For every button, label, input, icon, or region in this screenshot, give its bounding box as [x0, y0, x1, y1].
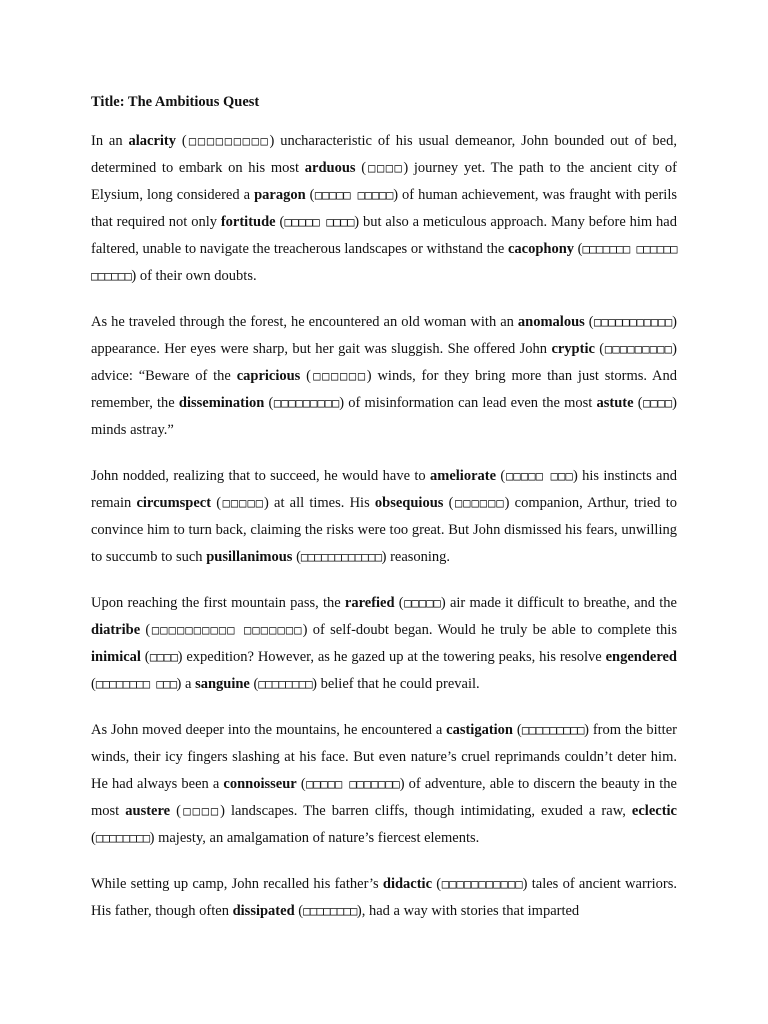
- document-body: [91, 128, 677, 925]
- text-run: ) minds astray.”: [91, 395, 677, 438]
- gloss-placeholder: □□□□□□□□: [258, 677, 313, 691]
- text-run: As he traveled through the forest, he encountered an old woman with an: [91, 314, 518, 330]
- gloss-placeholder: □□□□□□□□: [95, 831, 150, 845]
- text-run: ), had a way with stories that imparted: [356, 903, 580, 919]
- text-run: (: [264, 395, 274, 411]
- vocab-word: cacophony: [507, 241, 575, 257]
- text-run: ) of misinformation can lead even the most: [339, 395, 597, 411]
- gloss-placeholder: □□□□□: [403, 596, 441, 610]
- vocab-word: capricious: [236, 368, 301, 384]
- paragraph: [91, 309, 677, 444]
- text-run: ) of their own doubts.: [131, 268, 257, 284]
- text-run: ) at all times. His: [264, 495, 375, 511]
- gloss-placeholder: □□□□□ □□□□□: [314, 188, 394, 202]
- text-run: ) a: [176, 676, 196, 692]
- text-run: ) expedition? However, as he gazed up at the towering peaks, his resolve: [177, 649, 606, 665]
- text-run: (: [496, 468, 506, 484]
- gloss-placeholder: □□□□□□: [453, 496, 505, 510]
- text-run: (: [296, 776, 306, 792]
- text-run: (: [170, 803, 181, 819]
- vocab-word: inimical: [91, 649, 141, 665]
- text-run: ) but also a meticulous approach. Many before him had faltered, unable to navigate the treacherous landscapes or withstand the: [91, 214, 677, 257]
- gloss-placeholder: □□□□□: [221, 496, 265, 510]
- vocab-word: alacrity: [128, 133, 176, 149]
- vocab-word: didactic: [382, 876, 433, 892]
- text-run: (: [443, 495, 454, 511]
- text-run: ) advice: “Beware of the: [91, 341, 677, 384]
- gloss-placeholder: □□□□□□□□□□ □□□□□□□: [150, 623, 303, 637]
- vocab-word: dissemination: [178, 395, 265, 411]
- vocab-word: castigation: [446, 722, 513, 738]
- vocab-word: obsequious: [374, 495, 444, 511]
- gloss-placeholder: □□□□: [181, 804, 221, 818]
- paragraph: [91, 717, 677, 852]
- vocab-word: austere: [125, 803, 171, 819]
- gloss-placeholder: □□□□□□□□ □□□: [95, 677, 177, 691]
- gloss-placeholder: □□□□: [149, 650, 178, 664]
- text-run: (: [574, 241, 583, 257]
- text-run: (: [432, 876, 442, 892]
- text-run: ) journey yet. The path to the ancient city of Elysium, long considered a: [91, 160, 677, 203]
- vocab-word: ameliorate: [430, 468, 497, 484]
- text-run: As John moved deeper into the mountains, he encountered a: [91, 722, 447, 738]
- text-run: ) reasoning.: [381, 549, 451, 565]
- gloss-placeholder: □□□□□□□□□: [521, 723, 585, 737]
- vocab-word: dissipated: [232, 903, 295, 919]
- text-run: ) tales of ancient warriors. His father, though often: [91, 876, 677, 919]
- vocab-word: cryptic: [551, 341, 595, 357]
- vocab-word: engendered: [605, 649, 677, 665]
- gloss-placeholder: □□□□□□□□□□□□: [300, 550, 382, 564]
- text-run: (: [633, 395, 643, 411]
- paragraph: [91, 871, 677, 925]
- text-run: ) companion, Arthur, tried to convince him to turn back, claiming the risks were too great. But John dismissed his fears, unwilling to succumb to such: [91, 495, 677, 565]
- text-run: (: [275, 214, 285, 230]
- text-run: In an: [91, 133, 129, 149]
- gloss-placeholder: □□□□□ □□□□: [284, 215, 355, 229]
- text-run: (: [211, 495, 222, 511]
- gloss-placeholder: □□□□□□□□□: [273, 396, 340, 410]
- paragraph: [91, 463, 677, 571]
- text-run: ) of self-doubt began. Would he truly be able to complete this: [302, 622, 677, 638]
- vocab-word: circumspect: [136, 495, 212, 511]
- text-run: (: [176, 133, 187, 149]
- text-run: (: [140, 649, 150, 665]
- vocab-word: eclectic: [631, 803, 677, 819]
- document-page: [91, 92, 677, 944]
- vocab-word: anomalous: [517, 314, 585, 330]
- text-run: ) majesty, an amalgamation of nature’s fiercest elements.: [149, 830, 480, 846]
- text-run: ) belief that he could prevail.: [312, 676, 480, 692]
- text-run: Upon reaching the first mountain pass, the: [91, 595, 345, 611]
- gloss-placeholder: □□□□□□□□□□□: [441, 877, 523, 891]
- vocab-word: arduous: [304, 160, 356, 176]
- text-run: ) his instincts and remain: [91, 468, 677, 511]
- vocab-word: connoisseur: [223, 776, 297, 792]
- gloss-placeholder: □□□□□ □□□: [505, 469, 573, 483]
- text-run: (: [300, 368, 311, 384]
- text-run: While setting up camp, John recalled his father’s: [91, 876, 383, 892]
- text-run: ) of adventure, able to discern the beauty in the most: [91, 776, 677, 819]
- paragraph: [91, 590, 677, 698]
- gloss-placeholder: □□□□□ □□□□□□□: [305, 777, 400, 791]
- document-title: Title: The Ambitious Quest: [91, 94, 260, 110]
- text-run: ) winds, for they bring more than just storms. And remember, the: [91, 368, 677, 411]
- gloss-placeholder: □□□□: [366, 161, 404, 175]
- vocab-word: sanguine: [195, 676, 250, 692]
- text-run: (: [513, 722, 522, 738]
- text-run: ) of human achievement, was fraught with perils that required not only: [91, 187, 677, 230]
- text-run: (: [584, 314, 594, 330]
- text-run: (: [305, 187, 315, 203]
- vocab-word: rarefied: [344, 595, 395, 611]
- vocab-word: fortitude: [220, 214, 276, 230]
- text-run: (: [294, 903, 304, 919]
- text-run: (: [292, 549, 301, 565]
- gloss-placeholder: □□□□□□□□□□□: [593, 315, 673, 329]
- gloss-placeholder: □□□□□□□□□: [186, 134, 270, 148]
- vocab-word: astute: [596, 395, 634, 411]
- text-run: ) uncharacteristic of his usual demeanor, John bounded out of bed, determined to embark on his most: [91, 133, 677, 176]
- text-run: ) from the bitter winds, their icy fingers slashing at his face. But even nature’s cruel reprimands couldn’t deter him. He had always been a: [91, 722, 677, 792]
- text-run: ) air made it difficult to breathe, and the: [440, 595, 677, 611]
- text-run: (: [594, 341, 605, 357]
- text-run: (: [249, 676, 259, 692]
- text-run: (: [394, 595, 404, 611]
- vocab-word: diatribe: [91, 622, 141, 638]
- text-run: (: [91, 830, 96, 846]
- vocab-word: pusillanimous: [206, 549, 293, 565]
- text-run: John nodded, realizing that to succeed, he would have to: [91, 468, 430, 484]
- text-run: (: [140, 622, 151, 638]
- gloss-placeholder: □□□□□□□□: [303, 904, 357, 918]
- text-run: (: [91, 676, 96, 692]
- text-run: ) landscapes. The barren cliffs, though intimidating, exuded a raw,: [220, 803, 632, 819]
- paragraph: [91, 128, 677, 290]
- gloss-placeholder: □□□□□□: [311, 369, 367, 383]
- vocab-word: paragon: [254, 187, 306, 203]
- text-run: (: [355, 160, 367, 176]
- gloss-placeholder: □□□□□□□ □□□□□□ □□□□□□: [91, 242, 677, 283]
- gloss-placeholder: □□□□: [642, 396, 673, 410]
- gloss-placeholder: □□□□□□□□□: [604, 342, 673, 356]
- text-run: ) appearance. Her eyes were sharp, but her gait was sluggish. She offered John: [91, 314, 677, 357]
